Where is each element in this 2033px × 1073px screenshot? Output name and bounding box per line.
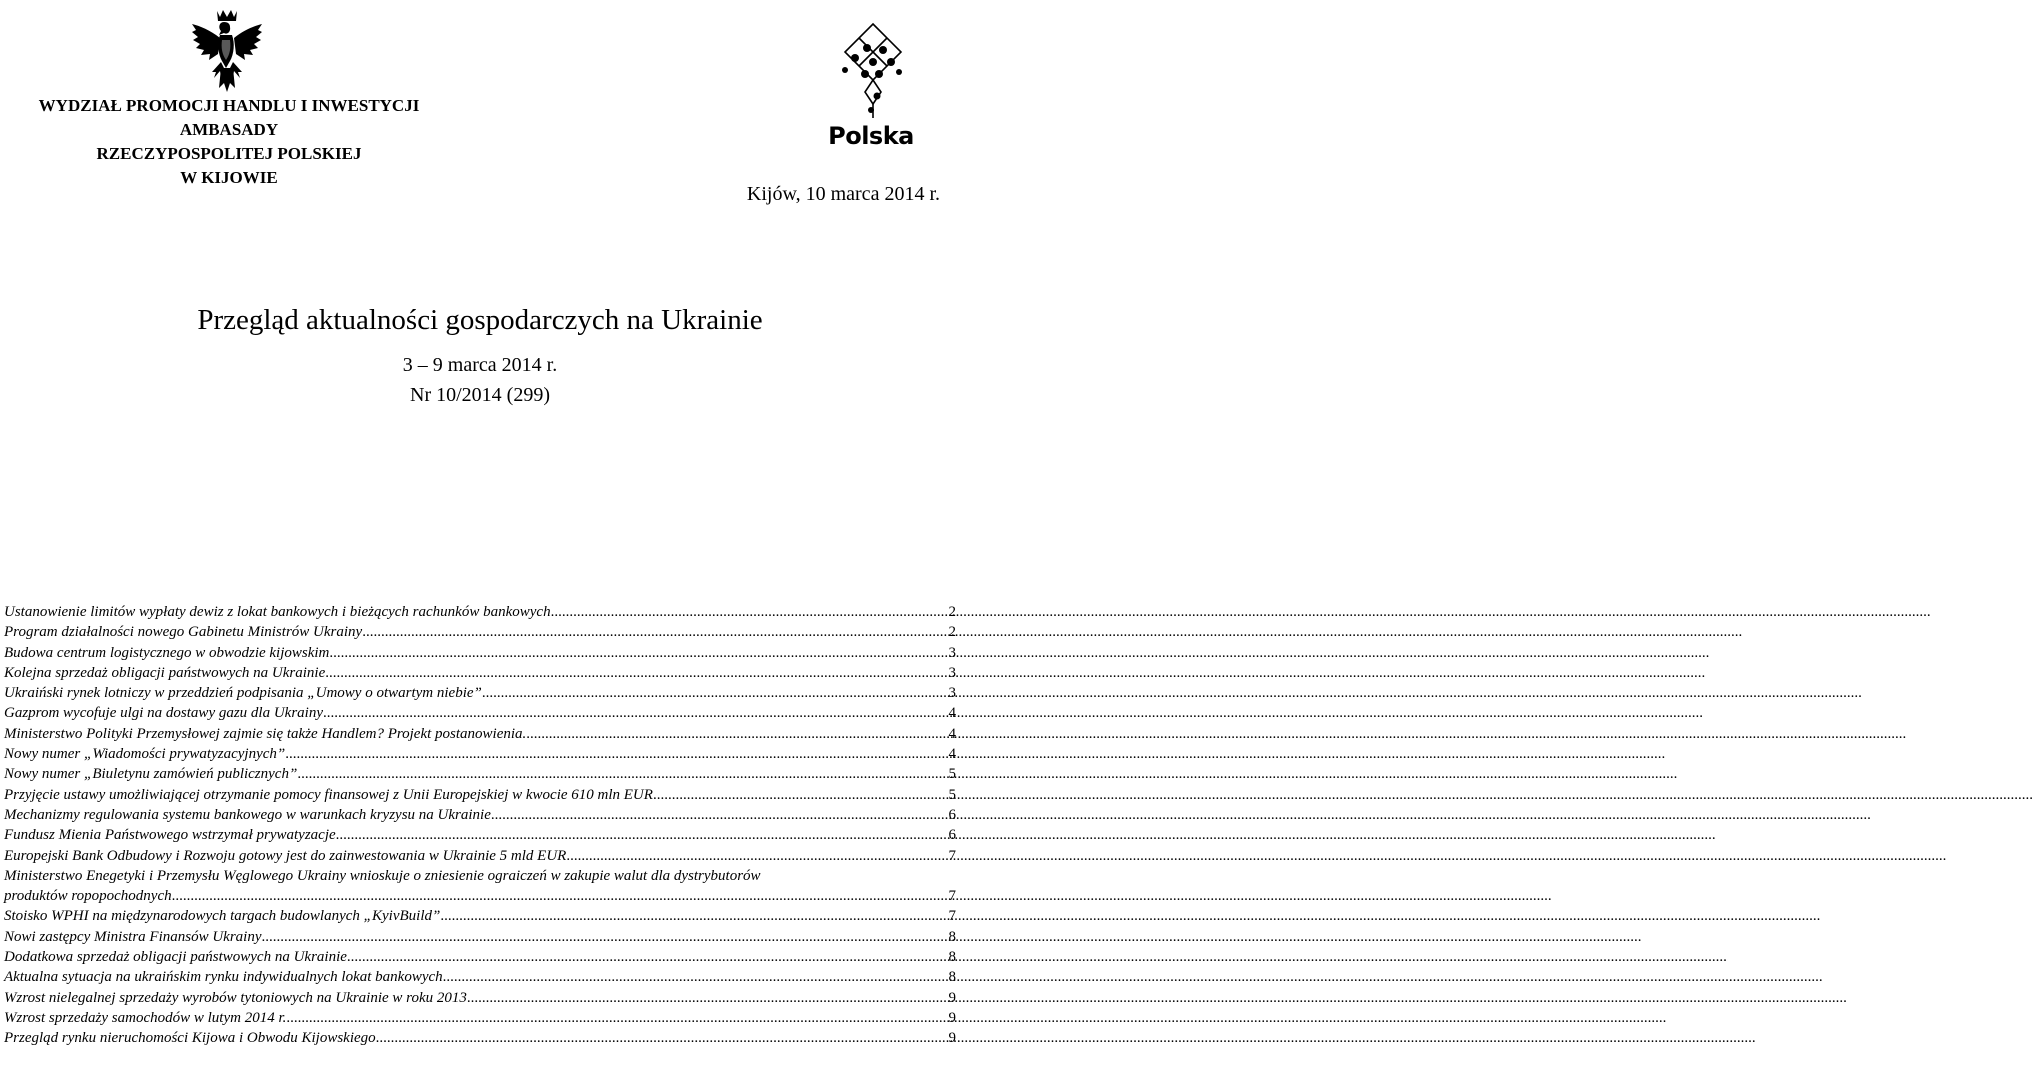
toc-entry-title: Ministerstwo Polityki Przemysłowej zajmie się także Handlem? Projekt postanowienia. <box>4 725 527 742</box>
toc-entry-title: Mechanizmy regulowania systemu bankowego w warunkach kryzysu na Ukrainie <box>4 806 491 823</box>
toc-entry[interactable] <box>4 906 956 926</box>
toc-entry-title: Stoisko WPHI na międzynarodowych targach budowlanych „KyivBuild” <box>4 908 441 925</box>
toc-entry-page: 8 <box>948 949 956 966</box>
toc-entry-title: Przegląd rynku nieruchomości Kijowa i Obwodu Kijowskiego <box>4 1030 376 1047</box>
header-line-1: WYDZIAŁ PROMOCJI HANDLU I INWESTYCJI <box>38 96 420 115</box>
toc-entry-page: 6 <box>948 806 956 823</box>
toc-entry[interactable] <box>4 947 956 967</box>
toc-entry[interactable] <box>4 703 956 723</box>
toc-entry-page: 4 <box>948 725 956 742</box>
polska-logo-text: Polska <box>828 122 914 150</box>
toc-entry-title: Kolejna sprzedaż obligacji państwowych na Ukrainie <box>4 664 326 681</box>
toc-entry[interactable] <box>4 683 956 703</box>
toc-leader <box>362 622 946 642</box>
toc-leader <box>653 785 947 805</box>
toc-entry-title: Ustanowienie limitów wypłaty dewiz z lokat bankowych i bieżących rachunków bankowych <box>4 604 551 620</box>
toc-leader <box>347 947 947 967</box>
issue-number: Nr 10/2014 (299) <box>410 384 550 406</box>
toc-leader <box>551 602 947 622</box>
toc-entry-page: 3 <box>948 644 956 661</box>
toc-entry-title: Nowi zastępcy Ministra Finansów Ukrainy <box>4 928 262 945</box>
toc-entry-title: Dodatkowa sprzedaż obligacji państwowych na Ukrainie <box>4 949 347 966</box>
header-line-4: W KIJOWIE <box>180 168 278 187</box>
toc-entry-page: 5 <box>948 766 956 783</box>
toc-leader <box>329 643 946 663</box>
toc-entry-page: 4 <box>948 705 956 722</box>
toc-entry-title: Fundusz Mienia Państwowego wstrzymał prywatyzacje <box>4 827 336 844</box>
toc-entry-title: Gazprom wycofuje ulgi na dostawy gazu dla Ukrainy <box>4 705 324 722</box>
toc-entry-title: Wzrost sprzedaży samochodów w lutym 2014 r. <box>4 1009 287 1026</box>
toc-leader <box>440 906 946 926</box>
toc-entry-title: Nowy numer „Wiadomości prywatyzacyjnych” <box>4 746 286 763</box>
toc-entry-title: Przyjęcie ustawy umożliwiającej otrzymanie pomocy finansowej z Unii Europejskiej w kwocie 610 mln EUR <box>4 786 653 803</box>
toc-entry[interactable] <box>4 724 956 744</box>
toc-entry-page: 3 <box>948 685 956 702</box>
table-of-contents <box>4 602 956 1049</box>
toc-entry-page: 7 <box>948 888 956 905</box>
document-period: 3 – 9 marca 2014 r. <box>402 354 558 376</box>
toc-entry-page: 7 <box>948 847 956 864</box>
toc-entry-page: 3 <box>948 664 956 681</box>
toc-entry-title: Aktualna sytuacja na ukraińskim rynku indywidualnych lokat bankowych <box>4 969 443 986</box>
toc-entry-title: Program działalności nowego Gabinetu Ministrów Ukrainy <box>4 624 363 641</box>
toc-entry[interactable] <box>4 988 956 1008</box>
toc-entry-page: 5 <box>948 786 956 803</box>
toc-leader <box>566 846 946 866</box>
toc-entry-title: Wzrost nielegalnej sprzedaży wyrobów tytoniowych na Ukrainie w roku 2013 <box>4 989 467 1006</box>
toc-entry-page: 6 <box>948 827 956 844</box>
toc-leader <box>286 1008 946 1028</box>
toc-leader <box>325 663 946 683</box>
toc-entry-title: Europejski Bank Odbudowy i Rozwoju gotowy jest do zainwestowania w Ukrainie 5 mld EUR <box>4 847 567 864</box>
toc-leader <box>285 744 946 764</box>
toc-leader <box>262 927 947 947</box>
toc-entry-page: 4 <box>948 746 956 763</box>
toc-entry-page: 9 <box>948 1030 956 1047</box>
toc-entry-page: 9 <box>948 1009 956 1026</box>
header-line-2: AMBASADY <box>179 120 279 139</box>
toc-leader <box>467 988 947 1008</box>
toc-entry-page: 2 <box>948 604 956 620</box>
toc-entry-page: 8 <box>948 928 956 945</box>
toc-entry[interactable] <box>4 602 956 622</box>
toc-leader <box>336 825 947 845</box>
toc-entry-page: 9 <box>948 989 956 1006</box>
toc-entry[interactable] <box>4 764 956 784</box>
toc-entry[interactable] <box>4 825 956 845</box>
toc-leader <box>172 886 947 906</box>
toc-entry[interactable] <box>4 1028 956 1048</box>
toc-entry-page: 8 <box>948 969 956 986</box>
toc-entry-page: 7 <box>948 908 956 925</box>
toc-entry-title: Ukraiński rynek lotniczy w przeddzień podpisania „Umowy o otwartym niebie” <box>4 685 482 702</box>
document-title: Przegląd aktualności gospodarczych na Ukrainie <box>197 304 763 336</box>
toc-entry[interactable] <box>4 846 956 866</box>
toc-leader <box>526 724 946 744</box>
toc-entry[interactable] <box>4 785 956 805</box>
polska-kite-icon <box>815 18 927 122</box>
toc-entry[interactable] <box>4 663 956 683</box>
toc-entry-title: produktów ropopochodnych <box>4 888 172 905</box>
institution-header <box>18 94 440 190</box>
polska-logo <box>815 18 927 158</box>
toc-leader <box>443 967 947 987</box>
toc-entry-title: Budowa centrum logistycznego w obwodzie kijowskim <box>4 644 330 661</box>
toc-entry[interactable] <box>4 643 956 663</box>
toc-leader <box>376 1028 947 1048</box>
toc-leader <box>323 703 946 723</box>
toc-entry-title: Nowy numer „Biuletynu zamówień publicznych” <box>4 766 298 783</box>
toc-leader <box>482 683 947 703</box>
toc-leader <box>297 764 946 784</box>
header-line-3: RZECZYPOSPOLITEJ POLSKIEJ <box>96 144 362 163</box>
toc-entry-multiline[interactable] <box>4 866 956 907</box>
toc-entry[interactable] <box>4 744 956 764</box>
toc-entry-title-line-1: Ministerstwo Enegetyki i Przemysłu Węglowego Ukrainy wnioskuje o zniesienie ograiczeń w zakupie walut dla dystrybutorów <box>4 867 761 884</box>
polish-eagle-emblem-icon <box>190 8 264 93</box>
toc-leader <box>491 805 947 825</box>
document-date: Kijów, 10 marca 2014 r. <box>746 183 940 205</box>
toc-entry[interactable] <box>4 1008 956 1028</box>
toc-entry[interactable] <box>4 927 956 947</box>
toc-entry[interactable] <box>4 967 956 987</box>
toc-entry[interactable] <box>4 805 956 825</box>
toc-entry[interactable] <box>4 622 956 642</box>
toc-entry-page: 2 <box>948 624 956 641</box>
